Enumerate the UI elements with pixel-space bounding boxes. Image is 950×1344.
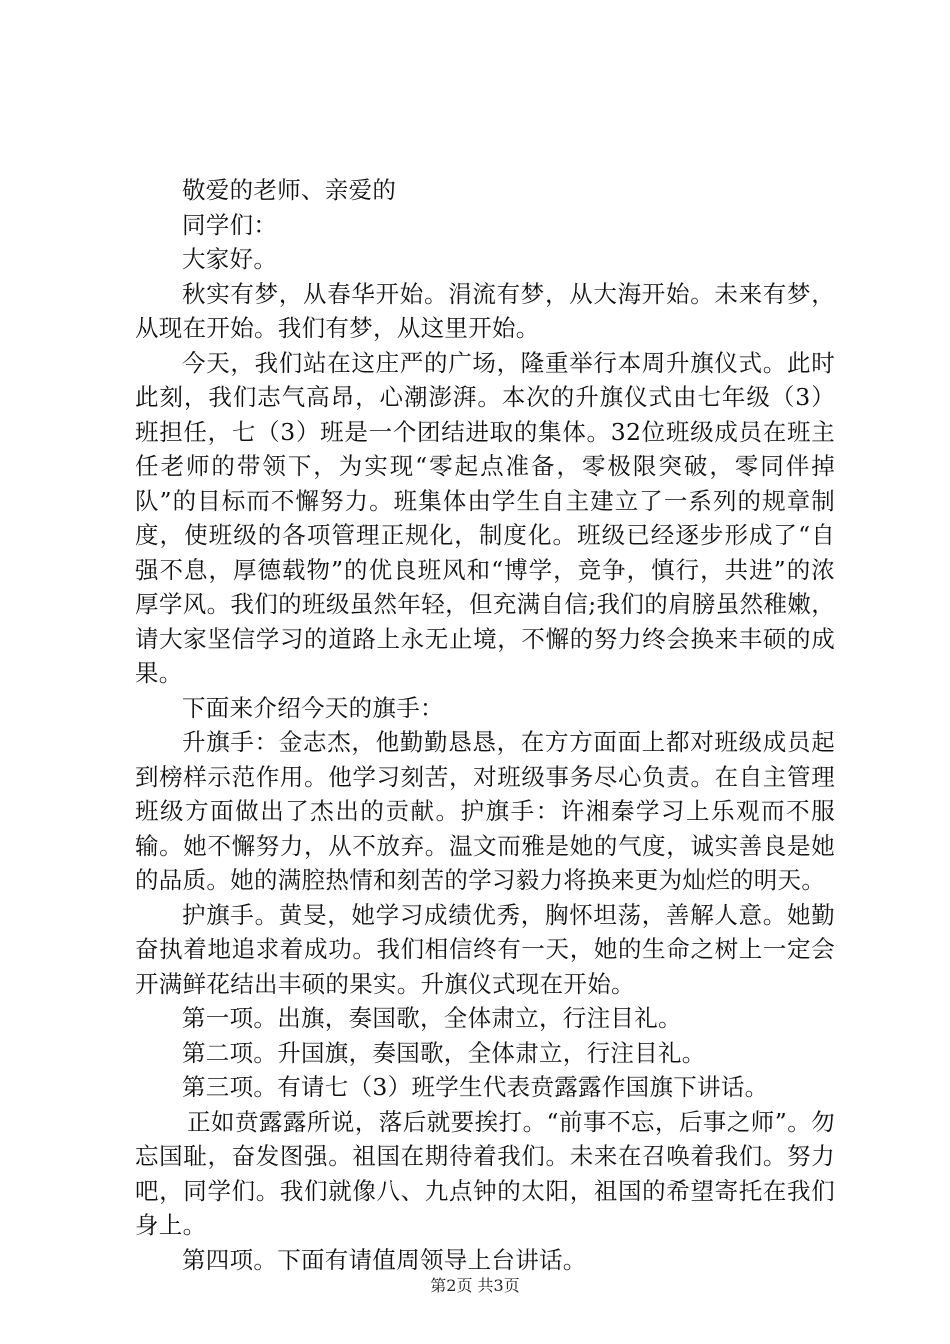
page-number-footer: 第2页 共3页 <box>430 1276 520 1295</box>
paragraph-class-intro: 今天，我们站在这庄严的广场，隆重举行本周升旗仪式。此时此刻，我们志气高昂，心潮澎湃。本次的升旗仪式由七年级（3）班担任，七（3）班是一个团结进取的集体。32位班级成员在班主任老师的带领下，为实现“零起点准备，零极限突破，零同伴掉队”的目标而不懈努力。班集体由学生自主建立了一系列的规章制度，使班级的各项管理正规化，制度化。班级已经逐步形成了“自强不息，厚德载物”的优良班风和“博学，竞争，慎行，共进”的浓厚学风。我们的班级虽然年轻，但充满自信;我们的肩膀虽然稚嫩，请大家坚信学习的道路上永无止境，不懈的努力终会换来丰硕的成果。 <box>135 348 835 687</box>
paragraph-flag-raiser: 升旗手：金志杰，他勤勤恳恳，在方方面面上都对班级成员起到榜样示范作用。他学习刻苦，对班级事务尽心负责。在自主管理班级方面做出了杰出的贡献。护旗手：许湘秦学习上乐观而不服输。她不懈努力，从不放弃。温文而雅是她的气度，诚实善良是她的品质。她的满腔热情和刻苦的学习毅力将换来更为灿烂的明天。 <box>135 728 835 894</box>
greeting-line-1: 敬爱的老师、亲爱的 <box>182 176 397 204</box>
paragraph-speech-summary: 正如贲露露所说，落后就要挨打。“前事不忘，后事之师”。勿忘国耻，奋发图强。祖国在期待着我们。未来在召唤着我们。努力吧，同学们。我们就像八、九点钟的太阳，祖国的希望寄托在我们身上。 <box>135 1107 835 1239</box>
paragraph-item-three: 第三项。有请七（3）班学生代表贲露露作国旗下讲话。 <box>182 1073 769 1101</box>
paragraph-flag-guard: 护旗手。黄旻，她学习成绩优秀，胸怀坦荡，善解人意。她勤奋执着地追求着成功。我们相信终有一天，她的生命之树上一定会开满鲜花结出丰硕的果实。升旗仪式现在开始。 <box>135 900 835 998</box>
greeting-line-3: 大家好。 <box>182 245 278 273</box>
paragraph-dream: 秋实有梦，从春华开始。涓流有梦，从大海开始。未来有梦，从现在开始。我们有梦，从这里开始。 <box>135 279 835 342</box>
paragraph-flag-bearers-intro: 下面来介绍今天的旗手： <box>182 693 444 722</box>
greeting-line-2: 同学们： <box>182 210 278 239</box>
paragraph-item-one: 第一项。出旗，奏国歌，全体肃立，行注目礼。 <box>182 1004 682 1032</box>
paragraph-item-four: 第四项。下面有请值周领导上台讲话。 <box>182 1245 587 1274</box>
document-body <box>135 173 835 1277</box>
paragraph-item-two: 第二项。升国旗，奏国歌，全体肃立，行注目礼。 <box>182 1038 706 1067</box>
